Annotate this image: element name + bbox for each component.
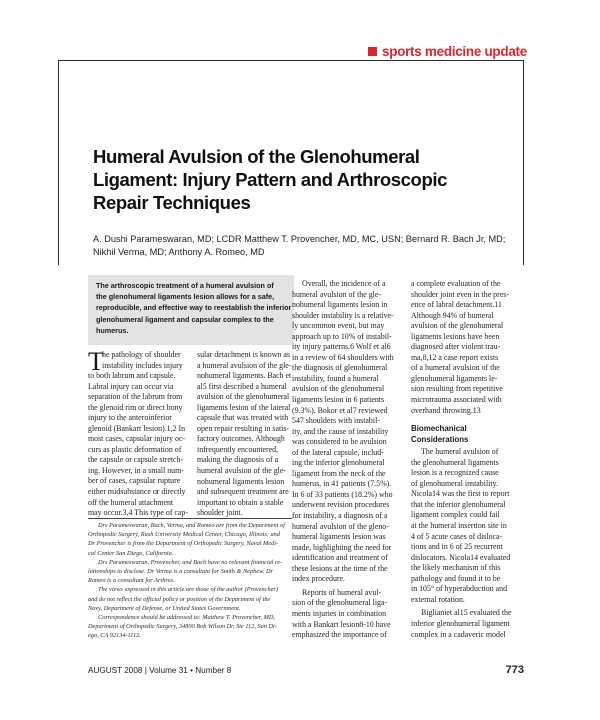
body-line: the likely mechanism of this — [411, 563, 501, 573]
body-line: ligaments lesions have been — [411, 331, 500, 341]
abstract-line: the glenohumeral ligaments lesion allows for a safe, — [96, 292, 275, 302]
body-line: complex in a cadaveric model — [411, 629, 506, 639]
body-line: ments injuries in combination — [292, 608, 387, 618]
body-line: either midsubstance or directly — [88, 487, 186, 497]
footnote-line: The views expressed in this article are those of the author (Provencher) — [98, 586, 278, 594]
body-line: (9.3%). Bokor et al7 reviewed — [292, 405, 388, 415]
footnote-line: Drs Parameswaran, Bach, Verma, and Romeo are from the Department of — [98, 522, 285, 529]
footnote-line: Dr Provencher is from the Department of Orthopedic Surgery, Naval Medi- — [88, 540, 279, 548]
body-line: factory outcomes. Although — [197, 434, 285, 444]
body-line: ity, and the cause of instability — [292, 426, 389, 436]
body-line: capsule that was treated with — [197, 413, 289, 423]
frame-right-rule — [523, 60, 524, 265]
body-line: in 105° of hyperabduction and — [411, 584, 508, 594]
body-line: open repair resulting in satis- — [197, 423, 290, 433]
body-line: Labral injury can occur via — [88, 381, 174, 391]
section-heading: Biomechanical — [411, 424, 467, 434]
body-line: humeral avulsion of the gle- — [197, 466, 286, 476]
body-line: glenohumeral ligaments le- — [411, 373, 498, 383]
column-1-intro — [102, 350, 183, 371]
section-heading: Considerations — [411, 434, 469, 444]
body-line: curs as plastic deformation of — [88, 444, 182, 454]
body-line: that the inferior glenohumeral — [411, 499, 506, 509]
body-line: glenoid (Bankart lesion).1,2 In — [88, 423, 186, 433]
body-line: humeral avulsion of the gle- — [292, 289, 381, 299]
body-line: overhand throwing.13 — [411, 405, 481, 415]
body-line: ma,8,12 a case report exists — [411, 352, 499, 362]
column-4-body — [411, 279, 512, 640]
body-line: ligaments lesion in 6 patients — [292, 395, 385, 405]
frame-top-rule — [58, 60, 524, 61]
body-line: was considered to be avulsion — [292, 437, 387, 447]
body-line: ing. However, in a small num- — [88, 465, 184, 475]
body-line: microtrauma associated with — [411, 395, 502, 405]
body-line: dislocators. Nicola14 evaluated — [411, 552, 511, 562]
body-line: and subsequent treatment are — [197, 487, 289, 497]
body-line: with a Bankart lesion8-10 have — [292, 619, 391, 629]
body-line: a humeral avulsion of the gle- — [197, 360, 292, 370]
abstract-line: The arthroscopic treatment of a humeral avulsion of — [96, 281, 274, 290]
footnote-line: Drs Parameswaran, Provencher, and Bach have no relevant financial re- — [98, 558, 283, 566]
body-line: the capsule or capsule stretch- — [88, 455, 184, 465]
footnote-line: ego, CA 92134-1112. — [88, 632, 141, 640]
footnote-line: Romeo is a consultant for Arthrex. — [88, 577, 175, 585]
body-line: nohumeral ligaments lesion in — [292, 300, 388, 310]
body-line: avulsion of the glenohumeral — [292, 384, 385, 394]
author-list — [93, 233, 513, 259]
footnote-line: Correspondence should be addressed to: Matthew T. Provencher, MD, — [98, 614, 276, 622]
page-footer — [88, 666, 524, 680]
body-line: emphasized the importance of — [292, 630, 387, 640]
body-line: sion resulting from repetitive — [411, 384, 503, 394]
body-line: index procedure. — [292, 574, 346, 584]
body-line: injury to the anteroinferior — [88, 413, 172, 423]
body-line: ber of cases, capsular rupture — [88, 476, 181, 486]
issue-info: AUGUST 2008 | Volume 31 • Number 8 — [88, 666, 232, 675]
drop-cap: T — [88, 347, 104, 376]
abstract-box — [88, 275, 294, 345]
body-line: ligament complex could fail — [411, 510, 500, 520]
article-title — [93, 145, 503, 214]
page-number: 773 — [505, 664, 524, 676]
body-line: ligament from the neck of the — [292, 468, 386, 478]
body-line: nohumeral ligaments lesion — [197, 476, 285, 486]
body-line: in a review of 64 shoulders with — [292, 352, 394, 362]
body-line: ing the inferior glenohumeral — [292, 458, 385, 468]
body-line: the diagnosis of glenohumeral — [292, 363, 388, 373]
body-line: lesion is a recognized cause — [411, 468, 499, 478]
column-2-body — [197, 350, 291, 519]
footnote-line: and do not reflect the official policy or position of the Department of the — [88, 595, 271, 603]
footnote-line: Orthopedic Surgery, Rush University Medical Center, Chicago, Illinois; and — [88, 531, 280, 539]
title-line: Ligament: Injury Pattern and Arthroscopic — [93, 169, 447, 190]
body-line: important to obtain a stable — [197, 497, 284, 507]
footnote-rule — [88, 518, 292, 519]
body-line: ly uncommon event, but may — [292, 321, 385, 331]
body-line: these lesions at the time of the — [292, 563, 388, 573]
body-line: Biglianiet al15 evaluated the — [421, 608, 512, 618]
body-line: infrequently encountered, — [197, 444, 279, 454]
body-line: ence of labral detachment.11 — [411, 300, 502, 310]
body-line: separation of the labrum from — [88, 392, 183, 402]
abstract-line: glenohumeral ligament and capsular complex to the — [96, 314, 274, 324]
body-line: may occur.3,4 This type of cap- — [88, 508, 188, 518]
author-footnotes — [88, 521, 285, 641]
body-line: Nicola14 was the first to report — [411, 489, 510, 499]
body-line: sular detachment is known as — [197, 350, 290, 359]
body-line: pathology and found it to be — [411, 573, 501, 583]
column-1-body — [88, 371, 188, 519]
body-line: of a humeral avulsion of the — [411, 363, 500, 373]
section-marker-icon — [368, 47, 377, 56]
body-line: instability, found a humeral — [292, 373, 379, 383]
author-line: A. Dushi Parameswaran, MD; LCDR Matthew T. Provencher, MD, MC, USN; Bernard R. Bach Jr, MD; — [93, 234, 506, 244]
body-line: al5 first described a humeral — [197, 381, 287, 391]
body-line: humeral avulsion of the gleno- — [292, 521, 389, 531]
body-line: ligaments lesion of the lateral — [197, 402, 291, 412]
abstract-line: humerus. — [96, 325, 129, 335]
body-line: avulsion of the glenohumeral — [411, 321, 504, 331]
body-line: making the diagnosis of a — [197, 455, 279, 465]
body-line: the glenoid rim or direct bony — [88, 402, 183, 412]
body-line: 547 shoulders with instabil- — [292, 416, 380, 426]
body-line: ity injury patterns.6 Wolf et al6 — [292, 342, 391, 352]
body-line: at the humeral insertion site in — [411, 521, 507, 531]
author-line: Nikhil Verma, MD; Anthony A. Romeo, MD — [93, 247, 265, 257]
body-line: The humeral avulsion of — [421, 447, 499, 457]
footnote-line: cal Center San Diego, California. — [88, 549, 174, 557]
body-line: to both labrum and capsule. — [88, 371, 176, 380]
body-line: inferior glenohumeral ligament — [411, 618, 510, 628]
body-line: instability includes injury — [102, 360, 183, 370]
body-line: the glenohumeral ligaments — [411, 457, 499, 467]
body-line: 4 of 5 acute cases of disloca- — [411, 531, 503, 541]
section-label: sports medicine update — [382, 44, 527, 59]
body-line: off the humeral attachment — [88, 497, 174, 507]
body-line: underwent revision procedures — [292, 500, 390, 510]
abstract-line: reproducible, and effective way to reestablish the inferior — [96, 303, 292, 313]
body-line: shoulder joint even in the pres- — [411, 289, 509, 299]
body-line: Reports of humeral avul- — [302, 587, 382, 597]
footnote-line: lationships to disclose. Dr Verma is a consultant for Smith & Nephew. Dr — [88, 568, 273, 576]
body-line: of the lateral capsule, includ- — [292, 447, 384, 457]
body-line: for instability, a diagnosis of a — [292, 511, 388, 521]
body-line: of glenohumeral instability. — [411, 478, 498, 488]
body-line: he pathology of shoulder — [102, 350, 181, 359]
body-line: made, highlighting the need for — [292, 542, 392, 552]
body-line: identification and treatment of — [292, 553, 388, 563]
title-line: Humeral Avulsion of the Glenohumeral — [93, 146, 420, 167]
body-line: avulsion of the glenohumeral — [197, 392, 290, 402]
body-line: nohumeral ligaments. Bach et — [197, 371, 292, 381]
body-line: most cases, capsular injury oc- — [88, 434, 186, 444]
body-line: a complete evaluation of the — [411, 279, 501, 288]
body-line: tions and in 6 of 25 recurrent — [411, 542, 503, 552]
title-line: Repair Techniques — [93, 192, 251, 213]
body-line: sion of the glenohumeral liga- — [292, 598, 388, 608]
section-tag — [368, 44, 527, 59]
body-line: Although 94% of humeral — [411, 310, 494, 320]
column-3-body — [292, 279, 394, 641]
body-line: In 6 of 33 patients (18.2%) who — [292, 489, 393, 499]
body-line: shoulder instability is a relative- — [292, 310, 394, 320]
body-line: external rotation. — [411, 594, 465, 604]
body-line: humeral ligaments lesion was — [292, 532, 386, 542]
footnote-line: Department of Orthopedic Surgery, 34800 Bob Wilson Dr, Ste 112, San Di- — [88, 623, 277, 631]
body-line: humerus, in 41 patients (7.5%). — [292, 479, 392, 489]
body-line: Overall, the incidence of a — [302, 279, 386, 288]
frame-left-rule — [58, 60, 59, 265]
footnote-line: Navy, Department of Defense, or United States Government. — [88, 604, 241, 612]
body-line: diagnosed after violent trau- — [411, 342, 501, 352]
body-line: shoulder joint. — [197, 508, 243, 518]
body-line: approach up to 10% of instabil- — [292, 331, 392, 341]
